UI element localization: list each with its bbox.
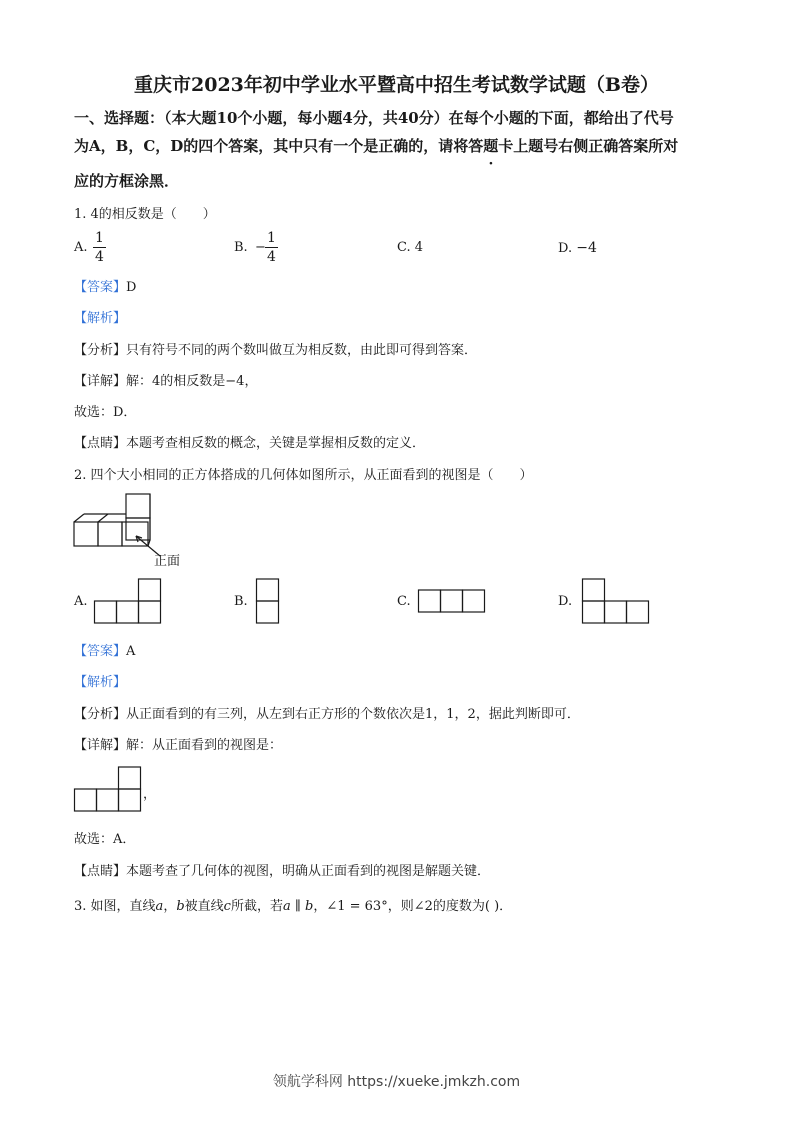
section-instructions-line3: 应的方框涂黑． — [74, 172, 180, 190]
q1-option-a-fraction: $\frac{1}{4}$ — [95, 230, 104, 265]
q2-answer: 【答案】A — [74, 644, 136, 659]
q1-option-d: D. −4 — [558, 240, 597, 256]
section-instructions-line1: 一、选择题：（本大题10个小题，每小题4分，共40分）在每个小题的下面，都给出了代号 — [74, 109, 674, 127]
q2-option-b-label: B. — [234, 594, 248, 609]
page-footer: 领航学科网 https://xueke.jmkzh.com — [272, 1074, 521, 1090]
q2-analysis-tag: 【解析】 — [74, 675, 127, 690]
q2-choose: 故选：A． — [74, 832, 136, 847]
q2-option-b-figure — [256, 578, 282, 626]
q2-option-d-figure — [582, 578, 652, 626]
page-title: 重庆市2023年初中学业水平暨高中招生考试数学试题（B卷） — [134, 74, 659, 96]
q2-xiangjie: 【详解】解：从正面看到的视图是： — [74, 738, 283, 753]
q1-stem: 1. 4的相反数是（ ） — [74, 207, 216, 222]
q3-stem: 3. 如图，直线a，b被直线c所截，若a ∥ b，∠1 = 63°，则∠2的度数为( )． — [74, 899, 513, 914]
q2-option-c-label: C. — [397, 594, 411, 609]
q2-dianjing: 【点睛】本题考查了几何体的视图，明确从正面看到的视图是解题关键． — [74, 864, 491, 879]
q2-option-a-figure — [94, 578, 164, 626]
section-instructions-line2: 为A，B，C，D的四个答案，其中只有一个是正确的，请将答题卡上题号右侧正确答案所对 — [74, 137, 679, 155]
q2-front-label: 正面 — [154, 554, 181, 569]
q2-option-d-label: D. — [558, 594, 573, 609]
q2-solution-comma: ， — [143, 787, 157, 802]
q2-option-c-figure — [418, 589, 488, 615]
q1-analysis-tag: 【解析】 — [74, 311, 127, 326]
q2-stem: 2. 四个大小相同的正方体搭成的几何体如图所示，从正面看到的视图是（ ） — [74, 468, 533, 483]
q1-answer: 【答案】D — [74, 280, 137, 295]
q1-dianjing: 【点睛】本题考查相反数的概念，关键是掌握相反数的定义． — [74, 436, 426, 451]
q2-fenxi: 【分析】从正面看到的有三列，从左到右正方形的个数依次是1，1，2，据此判断即可． — [74, 707, 580, 722]
emphasis-dots: 答题卡 — [468, 137, 514, 155]
q1-choose: 故选：D． — [74, 405, 137, 420]
q1-option-b-label: B. — [234, 240, 248, 255]
q1-option-b-sign: − — [255, 240, 266, 255]
q1-option-b-fraction: $\frac{1}{4}$ — [267, 230, 276, 265]
q2-solution-figure — [74, 766, 144, 814]
q1-xiangjie: 【详解】解：4的相反数是−4， — [74, 374, 258, 389]
q2-option-a-label: A. — [74, 594, 88, 609]
q1-option-c: C. 4 — [397, 240, 424, 255]
q1-option-a-label: A. — [74, 240, 88, 255]
q1-fenxi: 【分析】只有符号不同的两个数叫做互为相反数，由此即可得到答案． — [74, 343, 478, 358]
